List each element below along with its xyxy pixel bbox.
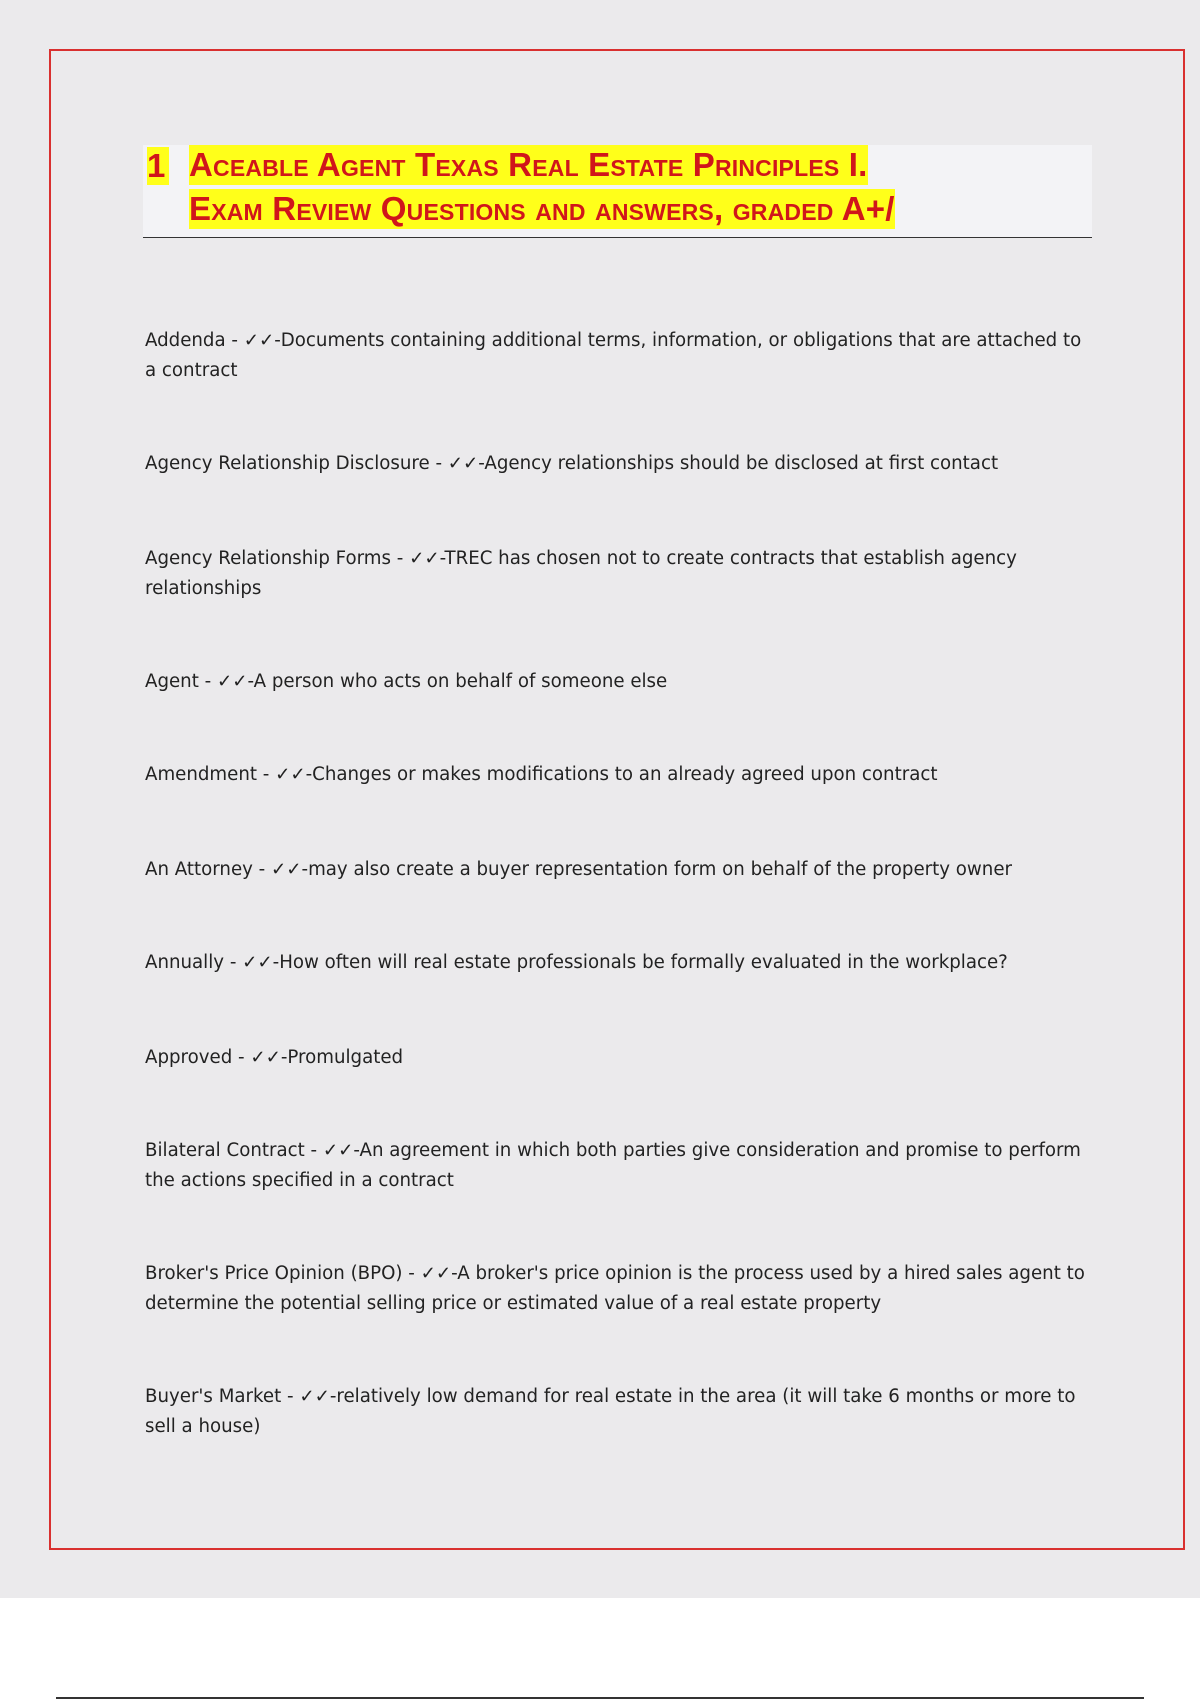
glossary-entry: Agency Relationship Forms - ✓✓-TREC has chosen not to create contracts that establish agency relationships — [145, 548, 1017, 599]
glossary-entry: Annually - ✓✓-How often will real estate professionals be formally evaluated in the workplace? — [145, 952, 1008, 973]
glossary-entry: Broker's Price Opinion (BPO) - ✓✓-A broker's price opinion is the process used by a hired sales agent to determine the potential selling price or estimated value of a real estate property — [145, 1263, 1085, 1314]
page-border — [49, 49, 1185, 1550]
heading-title-line-2: Exam Review Questions and answers, graded A+/ — [189, 190, 895, 227]
document-heading — [143, 145, 1092, 238]
footer-divider — [56, 1697, 1144, 1699]
glossary-entry: An Attorney - ✓✓-may also create a buyer representation form on behalf of the property owner — [145, 859, 1012, 880]
glossary-entry: Approved - ✓✓-Promulgated — [145, 1047, 404, 1068]
heading-number: 1 — [147, 147, 169, 185]
glossary-entry: Addenda - ✓✓-Documents containing additional terms, information, or obligations that are attached to a contract — [145, 330, 1082, 381]
heading-title-line-1: Aceable Agent Texas Real Estate Principles I. — [189, 146, 868, 183]
glossary-entry: Agency Relationship Disclosure - ✓✓-Agency relationships should be disclosed at first contact — [145, 453, 999, 474]
glossary-entry: Amendment - ✓✓-Changes or makes modifications to an already agreed upon contract — [145, 764, 938, 785]
glossary-entry: Buyer's Market - ✓✓-relatively low demand for real estate in the area (it will take 6 months or more to sell a house) — [145, 1386, 1076, 1437]
glossary-entry: Bilateral Contract - ✓✓-An agreement in which both parties give consideration and promise to perform the actions specified in a contract — [145, 1140, 1081, 1191]
glossary-entry: Agent - ✓✓-A person who acts on behalf of someone else — [145, 671, 668, 692]
